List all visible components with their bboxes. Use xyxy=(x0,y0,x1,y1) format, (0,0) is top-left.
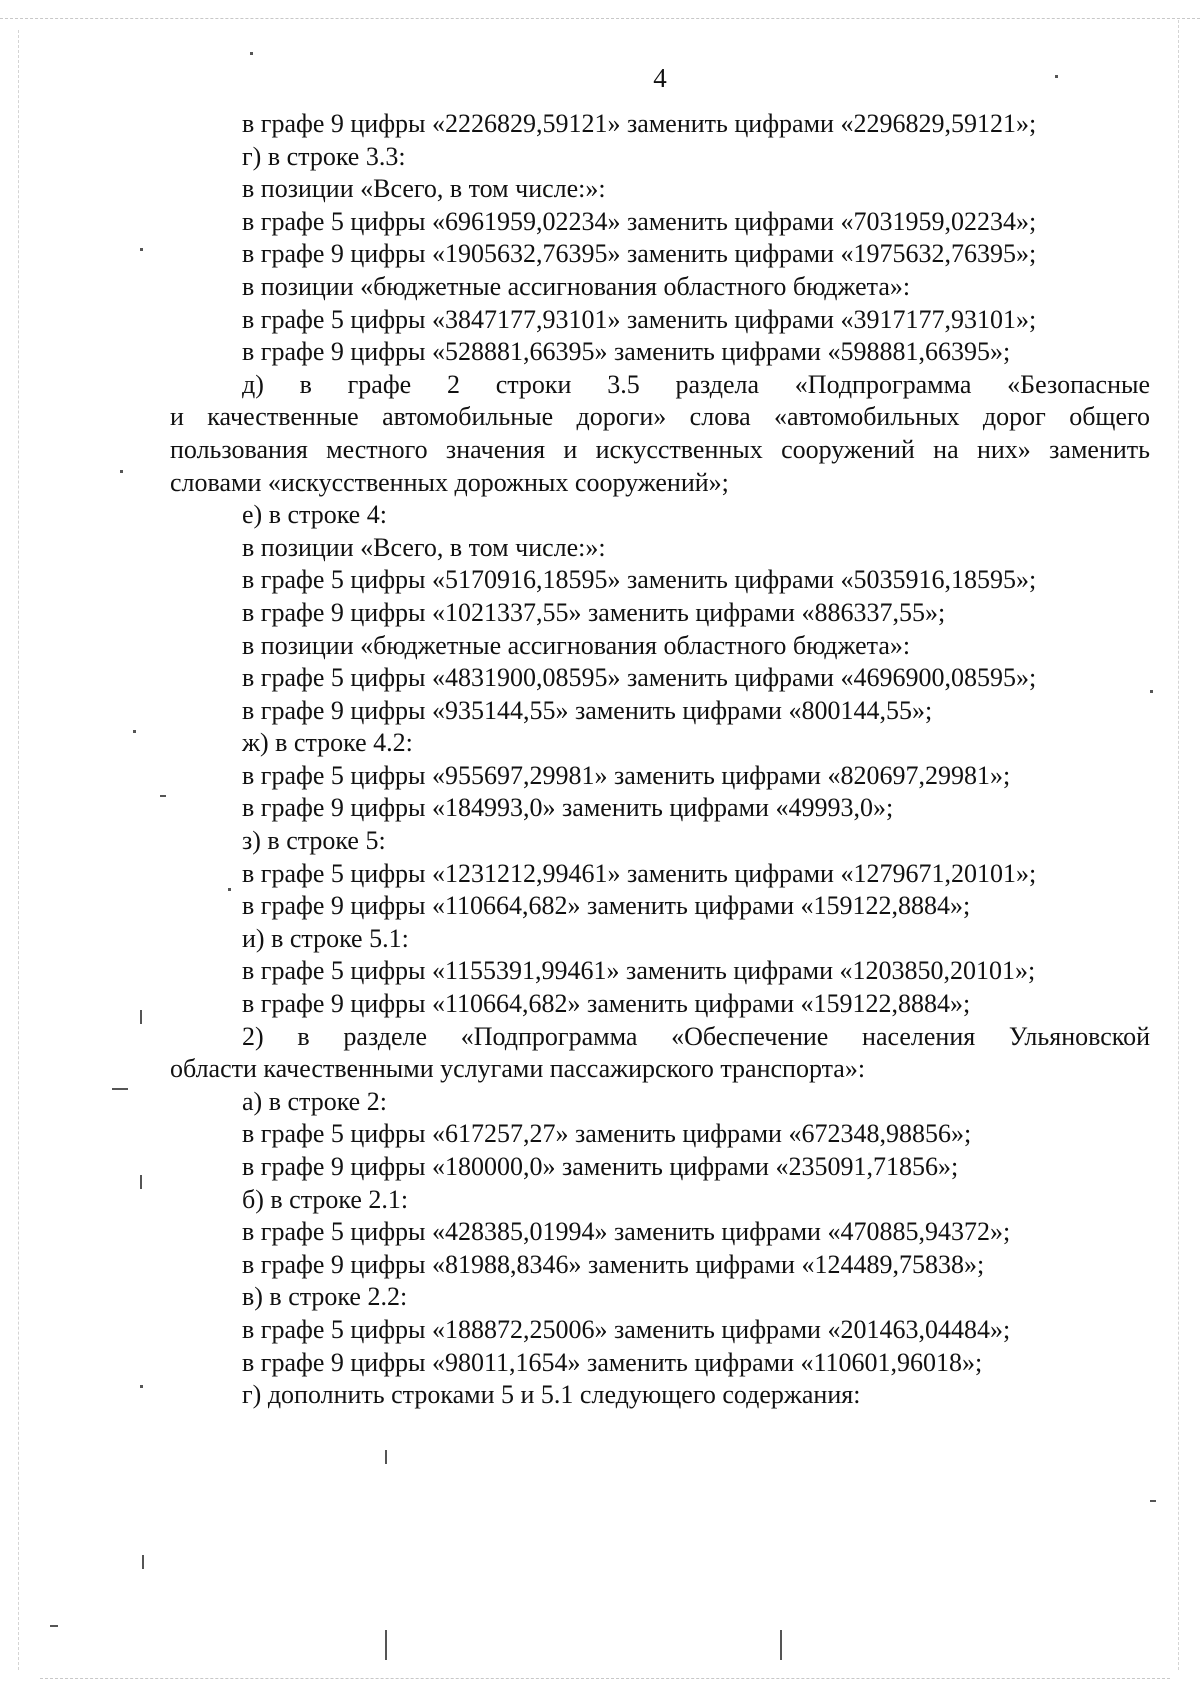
text-line: в графе 5 цифры «428385,01994» заменить цифрами «470885,94372»; xyxy=(242,1217,1011,1247)
scan-speck xyxy=(780,1630,782,1660)
text-line: области качественными услугами пассажирского транспорта»: xyxy=(170,1054,866,1084)
text-line: в графе 9 цифры «528881,66395» заменить цифрами «598881,66395»; xyxy=(242,337,1011,367)
text-line: ж) в строке 4.2: xyxy=(242,728,413,758)
text-line: словами «искусственных дорожных сооружений»; xyxy=(170,467,729,497)
text-line: в графе 9 цифры «110664,682» заменить цифрами «159122,8884»; xyxy=(242,891,971,921)
text-line: в позиции «бюджетные ассигнования областного бюджета»: xyxy=(242,271,911,301)
scan-border-left xyxy=(18,30,19,1670)
scan-border-bottom xyxy=(40,1678,1170,1679)
text-line: з) в строке 5: xyxy=(242,826,386,856)
scan-speck xyxy=(140,1385,143,1388)
scan-speck xyxy=(250,52,253,55)
text-line: г) в строке 3.3: xyxy=(242,141,406,171)
text-line: б) в строке 2.1: xyxy=(242,1184,409,1214)
scan-speck xyxy=(112,1088,128,1090)
text-line: в графе 9 цифры «110664,682» заменить цифрами «159122,8884»; xyxy=(242,989,971,1019)
text-line: е) в строке 4: xyxy=(242,500,387,530)
scan-speck xyxy=(140,1010,142,1024)
text-line: в графе 5 цифры «188872,25006» заменить цифрами «201463,04484»; xyxy=(242,1314,1011,1344)
scan-speck xyxy=(160,795,166,797)
scan-speck xyxy=(385,1450,387,1464)
text-line: в графе 5 цифры «4831900,08595» заменить цифрами «4696900,08595»; xyxy=(242,663,1037,693)
text-line: в графе 5 цифры «3847177,93101» заменить цифрами «3917177,93101»; xyxy=(242,304,1037,334)
document-body xyxy=(170,108,1150,1412)
scan-speck xyxy=(142,1555,144,1569)
text-line: в позиции «бюджетные ассигнования областного бюджета»: xyxy=(242,630,911,660)
text-line: в) в строке 2.2: xyxy=(242,1282,408,1312)
text-line: в графе 9 цифры «81988,8346» заменить цифрами «124489,75838»; xyxy=(242,1249,985,1279)
text-line: в графе 5 цифры «955697,29981» заменить цифрами «820697,29981»; xyxy=(242,760,1011,790)
text-line: в графе 9 цифры «180000,0» заменить цифрами «235091,71856»; xyxy=(242,1152,959,1181)
text-line: и) в строке 5.1: xyxy=(242,923,409,953)
scan-speck xyxy=(1150,690,1153,693)
text-line: в графе 5 цифры «617257,27» заменить цифрами «672348,98856»; xyxy=(242,1119,972,1149)
scan-border-top xyxy=(0,18,1200,19)
text-line: в графе 9 цифры «184993,0» заменить цифрами «49993,0»; xyxy=(242,793,894,823)
text-line: в графе 5 цифры «6961959,02234» заменить цифрами «7031959,02234»; xyxy=(242,206,1037,236)
scan-speck xyxy=(133,730,136,733)
scan-speck xyxy=(140,1175,142,1189)
scan-speck xyxy=(1150,1500,1156,1502)
text-line: в графе 9 цифры «2226829,59121» заменить цифрами «2296829,59121»; xyxy=(242,109,1037,138)
scan-border-right xyxy=(1178,20,1179,1670)
page-number: 4 xyxy=(653,63,667,93)
text-line: а) в строке 2: xyxy=(242,1086,387,1116)
scan-speck xyxy=(140,248,143,251)
text-line: г) дополнить строками 5 и 5.1 следующего содержания: xyxy=(242,1380,861,1410)
text-line: в графе 5 цифры «5170916,18595» заменить цифрами «5035916,18595»; xyxy=(242,565,1037,595)
scan-speck xyxy=(50,1625,58,1627)
text-line: 2) в разделе «Подпрограмма «Обеспечение населения Ульяновской xyxy=(242,1021,1150,1051)
text-line: в графе 5 цифры «1155391,99461» заменить цифрами «1203850,20101»; xyxy=(242,956,1036,986)
text-line: в графе 5 цифры «1231212,99461» заменить цифрами «1279671,20101»; xyxy=(242,858,1037,888)
text-line: в графе 9 цифры «98011,1654» заменить цифрами «110601,96018»; xyxy=(242,1347,983,1377)
text-line: и качественные автомобильные дороги» слова «автомобильных дорог общего xyxy=(170,402,1150,432)
text-line: в графе 9 цифры «1905632,76395» заменить цифрами «1975632,76395»; xyxy=(242,239,1037,269)
text-line: в позиции «Всего, в том числе:»: xyxy=(242,174,606,204)
scan-speck xyxy=(385,1630,387,1660)
text-line: в графе 9 цифры «935144,55» заменить цифрами «800144,55»; xyxy=(242,695,933,725)
text-line: д) в графе 2 строки 3.5 раздела «Подпрограмма «Безопасные xyxy=(242,369,1150,399)
text-line: в графе 9 цифры «1021337,55» заменить цифрами «886337,55»; xyxy=(242,597,946,627)
text-line: пользования местного значения и искусственных сооружений на них» заменить xyxy=(170,434,1150,464)
scan-speck xyxy=(120,470,123,473)
text-line: в позиции «Всего, в том числе:»: xyxy=(242,532,606,562)
